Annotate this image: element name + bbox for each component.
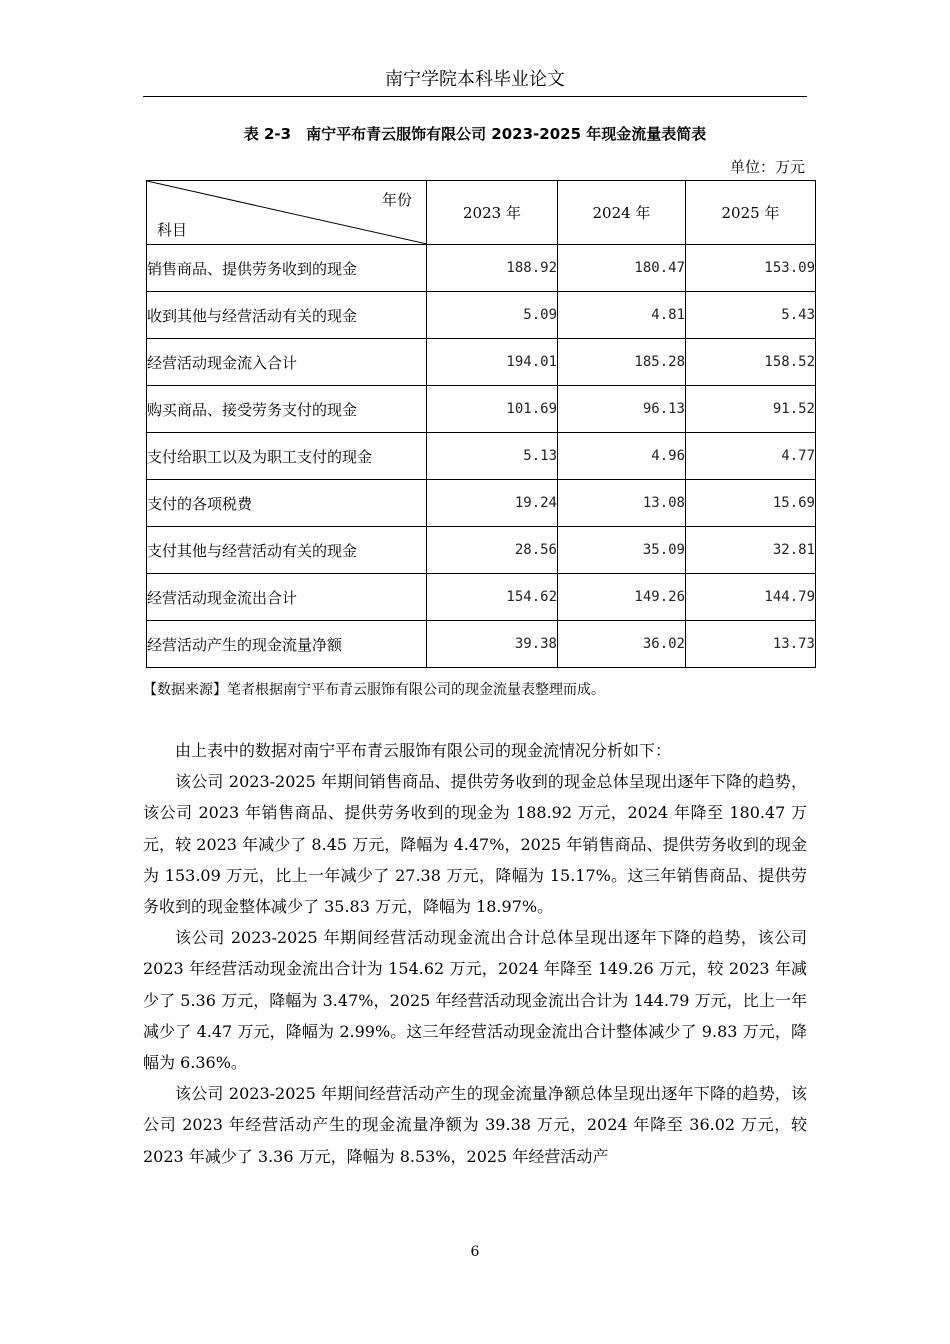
table-row xyxy=(147,621,816,668)
row-label: 经营活动产生的现金流量净额 xyxy=(147,621,427,668)
year-header: 2025 年 xyxy=(686,181,816,245)
cell-value: 5.43 xyxy=(686,292,816,339)
row-label: 经营活动现金流入合计 xyxy=(147,339,427,386)
row-label: 销售商品、提供劳务收到的现金 xyxy=(147,245,427,292)
row-label: 收到其他与经营活动有关的现金 xyxy=(147,292,427,339)
row-label: 购买商品、接受劳务支付的现金 xyxy=(147,386,427,433)
cell-value: 13.73 xyxy=(686,621,816,668)
table-row xyxy=(147,574,816,621)
cell-value: 15.69 xyxy=(686,480,816,527)
paragraph: 该公司 2023-2025 年期间经营活动现金流出合计总体呈现出逐年下降的趋势，该公司 2023 年经营活动现金流出合计为 154.62 万元，2024 年降至 149.26 万元，较 2023 年减少了 5.36 万元，降幅为 3.47%，2025 年经营活动现金流出合计为 144.79 万元，比上一年减少了 4.47 万元，降幅为 2.99%。这三年经营活动现金流出合计整体减少了 9.83 万元，降幅为 6.36%。 xyxy=(143,928,807,1073)
cell-value: 4.81 xyxy=(558,292,686,339)
paragraph: 由上表中的数据对南宁平布青云服饰有限公司的现金流情况分析如下： xyxy=(175,741,672,760)
page-number: 6 xyxy=(470,1244,480,1260)
cell-value: 4.77 xyxy=(686,433,816,480)
table-row xyxy=(147,245,816,292)
header-rule xyxy=(143,96,807,97)
cell-value: 144.79 xyxy=(686,574,816,621)
table-row xyxy=(147,433,816,480)
table-row xyxy=(147,292,816,339)
corner-year-label: 年份 xyxy=(381,191,412,209)
cell-value: 180.47 xyxy=(558,245,686,292)
table-row xyxy=(147,480,816,527)
cell-value: 35.09 xyxy=(558,527,686,574)
table-header-row xyxy=(147,181,816,245)
cell-value: 154.62 xyxy=(427,574,558,621)
cell-value: 5.09 xyxy=(427,292,558,339)
paragraph: 该公司 2023-2025 年期间销售商品、提供劳务收到的现金总体呈现出逐年下降的趋势，该公司 2023 年销售商品、提供劳务收到的现金为 188.92 万元，2024 年降至 180.47 万元，较 2023 年减少了 8.45 万元，降幅为 4.47%，2025 年销售商品、提供劳务收到的现金为 153.09 万元，比上一年减少了 27.38 万元，降幅为 15.17%。这三年销售商品、提供劳务收到的现金整体减少了 35.83 万元，降幅为 18.97%。 xyxy=(143,772,807,917)
table-corner-cell xyxy=(147,181,427,245)
cell-value: 188.92 xyxy=(427,245,558,292)
unit-label: 单位：万元 xyxy=(729,158,805,176)
cell-value: 36.02 xyxy=(558,621,686,668)
cell-value: 39.38 xyxy=(427,621,558,668)
row-label: 经营活动现金流出合计 xyxy=(147,574,427,621)
row-label: 支付给职工以及为职工支付的现金 xyxy=(147,433,427,480)
cell-value: 19.24 xyxy=(427,480,558,527)
table-row xyxy=(147,527,816,574)
year-header: 2023 年 xyxy=(427,181,558,245)
cell-value: 153.09 xyxy=(686,245,816,292)
table-row xyxy=(147,339,816,386)
year-header: 2024 年 xyxy=(558,181,686,245)
row-label: 支付的各项税费 xyxy=(147,480,427,527)
body-text xyxy=(143,735,807,1172)
corner-item-label: 科目 xyxy=(157,221,188,239)
cell-value: 194.01 xyxy=(427,339,558,386)
cell-value: 28.56 xyxy=(427,527,558,574)
cell-value: 101.69 xyxy=(427,386,558,433)
cell-value: 149.26 xyxy=(558,574,686,621)
page-header: 南宁学院本科毕业论文 xyxy=(385,69,565,90)
row-label: 支付其他与经营活动有关的现金 xyxy=(147,527,427,574)
cell-value: 158.52 xyxy=(686,339,816,386)
cell-value: 185.28 xyxy=(558,339,686,386)
table-caption: 表 2-3 南宁平布青云服饰有限公司 2023-2025 年现金流量表简表 xyxy=(243,125,707,143)
cell-value: 96.13 xyxy=(558,386,686,433)
cell-value: 32.81 xyxy=(686,527,816,574)
cell-value: 5.13 xyxy=(427,433,558,480)
cell-value: 91.52 xyxy=(686,386,816,433)
paragraph: 该公司 2023-2025 年期间经营活动产生的现金流量净额总体呈现出逐年下降的趋势，该公司 2023 年经营活动产生的现金流量净额为 39.38 万元，2024 年降至 36.02 万元，较 2023 年减少了 3.36 万元，降幅为 8.53%，2025 年经营活动产 xyxy=(143,1084,807,1166)
data-source-note: 【数据来源】笔者根据南宁平布青云服饰有限公司的现金流量表整理而成。 xyxy=(143,682,605,698)
cell-value: 13.08 xyxy=(558,480,686,527)
cash-flow-table xyxy=(146,180,816,668)
cell-value: 4.96 xyxy=(558,433,686,480)
table-row xyxy=(147,386,816,433)
